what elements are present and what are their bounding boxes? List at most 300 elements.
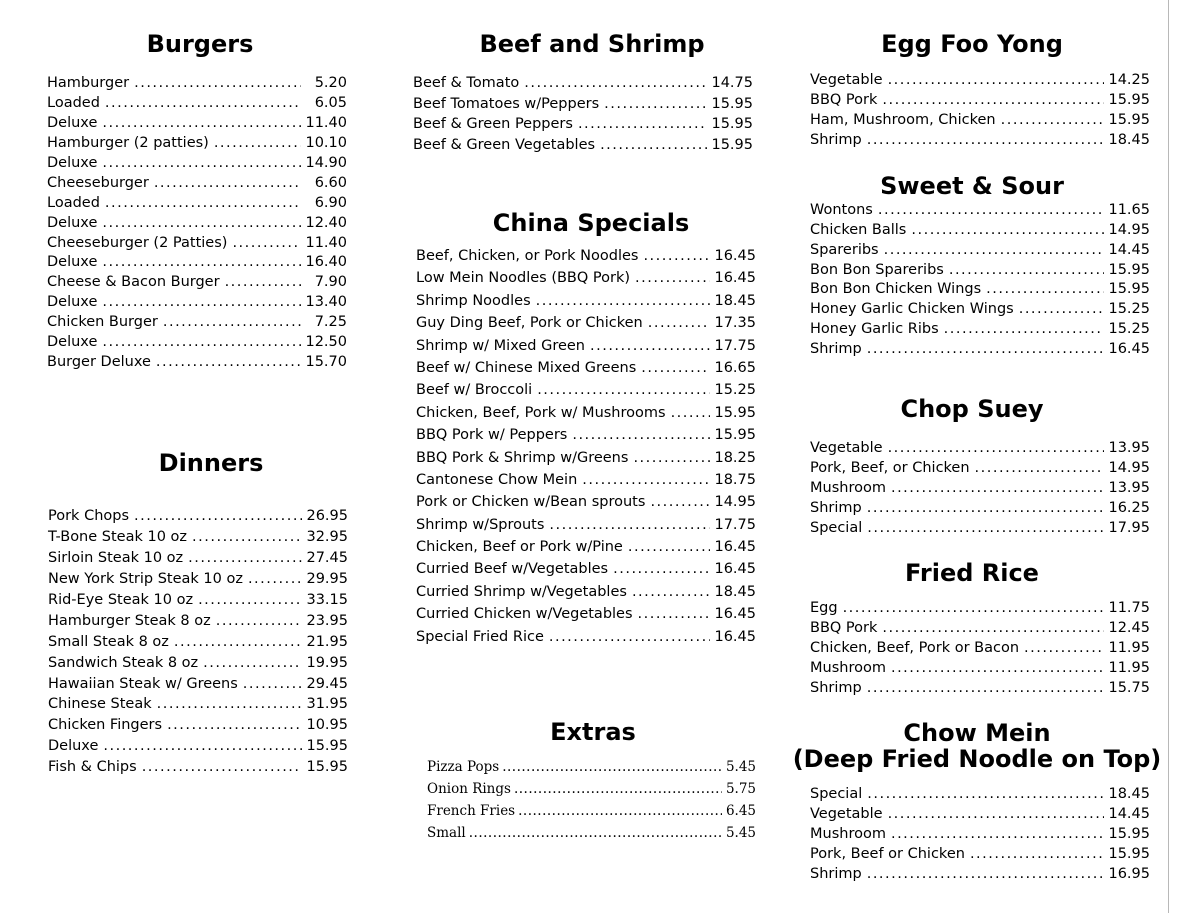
menu-item-name: Rid-Eye Steak 10 oz [48,591,194,608]
menu-item [810,439,1150,459]
dot-leader [582,469,710,491]
menu-item-price: 27.45 [306,549,348,566]
menu-item-price: 16.45 [714,248,756,264]
menu-item [413,94,753,115]
menu-item-name: Low Mein Noodles (BBQ Pork) [416,270,631,287]
menu-item [416,290,756,312]
menu-item-list [413,73,753,156]
menu-item-name: Hamburger (2 patties) [47,134,209,151]
dot-leader [643,245,710,267]
menu-item-name: BBQ Pork w/ Peppers [416,427,568,444]
menu-item-list [810,201,1150,360]
dot-leader [167,715,302,736]
menu-item-price: 7.25 [314,314,347,331]
menu-item-name: Hawaiian Steak w/ Greens [48,675,238,692]
menu-item [427,779,756,801]
menu-item [416,469,756,491]
menu-item-price: 16.45 [1108,340,1150,357]
menu-item-price: 16.45 [714,270,756,287]
section-heading-line: Chop Suey [900,395,1044,423]
menu-item-list [416,245,756,648]
menu-item-list [810,71,1150,151]
menu-item [810,784,1150,804]
dot-leader [888,439,1104,459]
menu-item-name: Beef w/ Chinese Mixed Greens [416,359,637,376]
menu-item-name: Bon Bon Chicken Wings [810,281,982,298]
menu-item-price: 17.75 [714,516,756,533]
section-heading-line: Chow Mein [903,719,1051,747]
menu-item-price: 15.95 [1108,281,1150,298]
dot-leader [975,459,1104,479]
menu-item-name: Onion Rings [427,780,511,797]
menu-item [810,864,1150,884]
dot-leader [648,312,710,334]
dot-leader [243,674,302,695]
menu-item-name: Chicken, Beef, Pork w/ Mushrooms [416,404,666,421]
menu-item [810,221,1150,241]
menu-item [47,333,347,353]
dot-leader [102,293,301,313]
dot-leader [867,864,1104,884]
dot-leader [572,424,710,446]
section-heading-line: Sweet & Sour [880,172,1064,200]
menu-item-name: Shrimp [810,499,862,516]
dot-leader [102,333,301,353]
menu-item-name: Shrimp w/Sprouts [416,516,545,533]
section-heading-line: Burgers [146,30,254,58]
menu-item-price: 11.40 [305,234,347,251]
menu-item-price: 5.20 [314,75,347,91]
menu-item-name: Shrimp [810,340,862,357]
dot-leader [641,357,710,379]
menu-item [810,638,1150,658]
menu-item-price: 15.25 [1108,301,1150,318]
menu-item-price: 32.95 [306,528,348,545]
menu-item [810,844,1150,864]
menu-item-name: Curried Shrimp w/Vegetables [416,583,627,600]
menu-item-name: Beef, Chicken, or Pork Noodles [416,248,639,264]
menu-item-price: 29.45 [306,675,348,692]
menu-item [810,479,1150,499]
dot-leader [944,320,1104,340]
dot-leader [198,590,302,611]
menu-item [810,91,1150,111]
dot-leader [911,221,1104,241]
dot-leader [578,114,707,135]
section-heading-line: Dinners [158,449,264,477]
menu-item [810,618,1150,638]
menu-item-price: 12.50 [305,334,347,351]
menu-item [413,114,753,135]
menu-item-price: 5.45 [725,824,756,841]
menu-item-name: Cheeseburger [47,174,149,191]
menu-item-price: 26.95 [306,508,348,524]
menu-item [416,357,756,379]
dot-leader [882,91,1104,111]
menu-item [416,245,756,267]
menu-item-name: New York Strip Steak 10 oz [48,570,243,587]
menu-item-name: BBQ Pork [810,91,878,108]
dot-leader [949,261,1104,281]
menu-item-price: 15.25 [714,382,756,399]
section-heading-line: Egg Foo Yong [881,30,1063,58]
menu-item-name: Shrimp w/ Mixed Green [416,337,585,354]
dot-leader [891,479,1104,499]
menu-item [810,678,1150,698]
menu-item-price: 5.45 [725,759,756,775]
menu-item-name: Chicken, Beef, Pork or Bacon [810,640,1020,656]
menu-item-name: Cantonese Chow Mein [416,471,578,488]
section-heading-line: Fried Rice [905,559,1039,587]
menu-item-price: 15.95 [1108,111,1150,128]
menu-item-name: Deluxe [47,114,98,131]
menu-item-price: 21.95 [306,633,348,650]
menu-item-name: Mushroom [810,660,886,676]
section-heading-line: China Specials [492,209,690,237]
menu-item [416,335,756,357]
dot-leader [1024,638,1104,658]
dot-leader [867,784,1104,804]
menu-item-name: Deluxe [47,334,98,351]
menu-item [416,536,756,558]
menu-item-price: 14.95 [1108,459,1150,476]
menu-item-name: Small Steak 8 oz [48,633,169,650]
menu-item-price: 15.95 [1108,826,1150,842]
dot-leader [103,736,302,757]
section-heading-line: (Deep Fried Noodle on Top) [792,745,1162,773]
menu-item-price: 17.95 [1108,519,1150,536]
menu-item [47,293,347,313]
menu-item-name: Pizza Pops [427,759,500,775]
menu-item-name: BBQ Pork [810,620,878,636]
dot-leader [843,598,1104,618]
dot-leader [225,273,301,293]
menu-item [810,824,1150,844]
menu-item-price: 17.75 [714,337,756,354]
menu-item [48,527,348,548]
menu-item-price: 18.45 [714,292,756,309]
menu-item-name: Sirloin Steak 10 oz [48,549,184,566]
menu-item-price: 18.25 [714,449,756,466]
menu-item-price: 16.95 [1108,866,1150,882]
menu-item-price: 15.95 [1108,91,1150,108]
menu-item-price: 15.95 [306,759,348,776]
menu-item-price: 16.65 [714,359,756,376]
menu-item-name: Curried Beef w/Vegetables [416,561,609,578]
menu-item [810,598,1150,618]
menu-item-price: 14.45 [1108,241,1150,258]
menu-item-price: 11.95 [1108,660,1150,676]
menu-item-name: Sandwich Steak 8 oz [48,654,199,671]
menu-item-name: Pork, Beef, or Chicken [810,459,970,476]
menu-item [810,131,1150,151]
dot-leader [867,340,1104,360]
menu-item-name: Pork, Beef or Chicken [810,846,965,862]
menu-item-name: Chinese Steak [48,696,152,713]
dot-leader [549,514,710,536]
menu-item-price: 15.95 [711,95,753,112]
menu-item-name: Deluxe [47,254,98,271]
menu-item-name: Honey Garlic Chicken Wings [810,301,1014,318]
menu-item [810,111,1150,131]
menu-item-list [810,439,1150,539]
menu-item [416,491,756,513]
menu-item-name: Loaded [47,194,100,211]
menu-item [48,506,348,527]
menu-item-list [810,598,1150,698]
menu-item-name: Deluxe [47,214,98,231]
menu-item [48,611,348,632]
menu-item [416,603,756,625]
dot-leader [970,844,1104,864]
menu-item [427,823,756,845]
menu-item-name: Pork or Chicken w/Bean sprouts [416,494,646,511]
menu-item-price: 16.45 [714,539,756,556]
menu-item-name: Fish & Chips [48,759,137,776]
menu-item-price: 11.65 [1108,202,1150,218]
menu-item [416,447,756,469]
section-heading-line: Beef and Shrimp [479,30,705,58]
menu-item-price: 18.75 [714,471,756,488]
dot-leader [102,114,301,134]
menu-item-price: 15.25 [1108,321,1150,338]
menu-item-name: Beef Tomatoes w/Peppers [413,95,600,112]
menu-item [48,653,348,674]
menu-item-price: 11.75 [1108,600,1150,616]
dot-leader [628,536,710,558]
menu-item-name: Mushroom [810,479,886,496]
dot-leader [867,131,1104,151]
menu-item-price: 7.90 [314,274,347,291]
dot-leader [174,632,302,653]
menu-item-name: Vegetable [810,806,883,822]
menu-item [47,94,347,114]
dot-leader [156,353,301,373]
menu-item-price: 31.95 [306,696,348,713]
menu-item [47,134,347,154]
menu-item-name: Beef & Green Vegetables [413,137,596,154]
menu-item-price: 18.45 [1108,786,1150,802]
menu-item-name: Shrimp [810,131,862,148]
menu-item-price: 11.95 [1108,640,1150,656]
menu-item-name: Beef w/ Broccoli [416,382,533,399]
dot-leader [884,241,1104,261]
section-heading [672,173,1183,199]
menu-item-name: Special [810,786,863,802]
dot-leader [192,527,302,548]
menu-item-name: Spareribs [810,241,879,258]
menu-item-name: Wontons [810,202,873,218]
menu-item-price: 6.60 [314,174,347,191]
menu-item-name: Hamburger [47,75,130,91]
menu-item [48,590,348,611]
menu-item-price: 12.45 [1108,620,1150,636]
menu-item-name: Vegetable [810,72,883,88]
menu-item-price: 33.15 [306,591,348,608]
section-heading [291,210,891,236]
dot-leader [216,611,302,632]
menu-item [810,71,1150,91]
menu-item [416,312,756,334]
menu-item-name: Shrimp Noodles [416,292,531,309]
menu-item-name: Shrimp [810,680,862,696]
menu-item [810,804,1150,824]
menu-item-price: 13.40 [305,294,347,311]
dot-leader [888,804,1104,824]
menu-item-name: Vegetable [810,440,883,456]
section-heading [672,396,1183,422]
dot-leader [163,313,301,333]
menu-item [47,253,347,273]
menu-item-name: Chicken Burger [47,314,158,331]
menu-item [810,519,1150,539]
menu-item [810,300,1150,320]
menu-item-name: French Fries [427,802,516,819]
dot-leader [891,824,1104,844]
menu-item [810,340,1150,360]
menu-item-price: 11.40 [305,114,347,131]
menu-item [416,626,756,648]
section-heading [672,560,1183,586]
menu-item-name: Chicken Balls [810,221,907,238]
dot-leader [154,174,301,194]
menu-item [47,273,347,293]
menu-item-name: Mushroom [810,826,886,842]
menu-item [427,801,756,823]
menu-item-price: 5.75 [725,780,756,797]
menu-item-price: 19.95 [306,654,348,671]
dot-leader [102,253,301,273]
menu-item [47,74,347,94]
dot-leader [867,519,1104,539]
menu-item-price: 17.35 [714,315,756,332]
dot-leader [986,280,1104,300]
menu-item-price: 15.95 [714,404,756,421]
menu-item-price: 14.45 [1108,806,1150,822]
dot-leader [188,548,302,569]
menu-item-price: 15.75 [1108,680,1150,696]
dot-leader [867,499,1104,519]
menu-item-name: Chicken Fingers [48,717,163,734]
menu-item-price: 16.45 [714,561,756,578]
menu-item-name: Deluxe [48,738,99,755]
menu-item-name: Deluxe [47,154,98,171]
dot-leader [214,134,301,154]
menu-item [48,757,348,778]
menu-item-price: 29.95 [306,570,348,587]
menu-item-name: Beef & Tomato [413,75,520,91]
menu-item-price: 16.45 [714,628,756,645]
dot-leader [635,267,710,289]
menu-item [416,267,756,289]
dot-leader [878,201,1104,221]
menu-item [810,241,1150,261]
dot-leader [650,491,710,513]
menu-item-name: BBQ Pork & Shrimp w/Greens [416,449,629,466]
menu-item-name: Pork Chops [48,508,130,524]
menu-item-price: 15.95 [711,137,753,154]
menu-item-name: Guy Ding Beef, Pork or Chicken [416,315,643,332]
menu-item-price: 14.90 [305,154,347,171]
dot-leader [142,757,302,778]
menu-item-name: Cheese & Bacon Burger [47,274,220,291]
menu-item [810,261,1150,281]
dot-leader [518,801,722,823]
menu-item-name: Bon Bon Spareribs [810,261,944,278]
menu-item-name: Cheeseburger (2 Patties) [47,234,228,251]
menu-item [413,135,753,156]
menu-item-price: 10.95 [306,717,348,734]
dot-leader [524,73,707,94]
menu-item [810,280,1150,300]
dot-leader [1019,300,1104,320]
menu-item-price: 15.95 [1108,261,1150,278]
dot-leader [105,94,301,114]
menu-item-name: Egg [810,600,838,616]
menu-item-price: 12.40 [305,214,347,231]
menu-item-price: 15.95 [714,427,756,444]
dot-leader [469,823,722,845]
dot-leader [157,694,302,715]
menu-item [47,353,347,373]
menu-item-name: Curried Chicken w/Vegetables [416,606,633,623]
menu-item-list [810,784,1150,884]
menu-item-name: Loaded [47,94,100,111]
dot-leader [102,214,301,234]
menu-item-price: 16.40 [305,254,347,271]
menu-item-price: 15.95 [306,738,348,755]
menu-item [810,658,1150,678]
page-edge-divider [1168,0,1169,913]
dot-leader [102,154,301,174]
menu-item [48,548,348,569]
menu-item-price: 13.95 [1108,440,1150,456]
menu-item-price: 13.95 [1108,479,1150,496]
menu-item-price: 14.75 [711,75,753,91]
menu-item [416,514,756,536]
menu-item-name: Special [810,519,863,536]
dot-leader [514,779,722,801]
dot-leader [888,71,1104,91]
menu-item-name: Small [427,824,466,841]
menu-item-price: 15.70 [305,354,347,371]
dot-leader [105,194,301,214]
menu-item [47,114,347,134]
menu-item [47,154,347,174]
menu-item-name: Honey Garlic Ribs [810,321,939,338]
menu-item-name: Hamburger Steak 8 oz [48,612,211,629]
menu-item [48,569,348,590]
menu-item-price: 18.45 [1108,131,1150,148]
dot-leader [536,290,710,312]
menu-item-name: Deluxe [47,294,98,311]
menu-item-price: 18.45 [714,583,756,600]
dot-leader [590,335,710,357]
menu-item-price: 6.90 [314,194,347,211]
menu-item [47,313,347,333]
menu-item [810,459,1150,479]
section-heading [677,720,1183,772]
menu-item-price: 14.95 [1108,221,1150,238]
menu-item [416,424,756,446]
menu-item-price: 15.95 [1108,846,1150,862]
menu-item-name: Burger Deluxe [47,354,151,371]
menu-item-name: Chicken, Beef or Pork w/Pine [416,539,623,556]
menu-item [810,320,1150,340]
dot-leader [633,447,710,469]
menu-item-price: 16.25 [1108,499,1150,516]
dot-leader [134,74,301,94]
